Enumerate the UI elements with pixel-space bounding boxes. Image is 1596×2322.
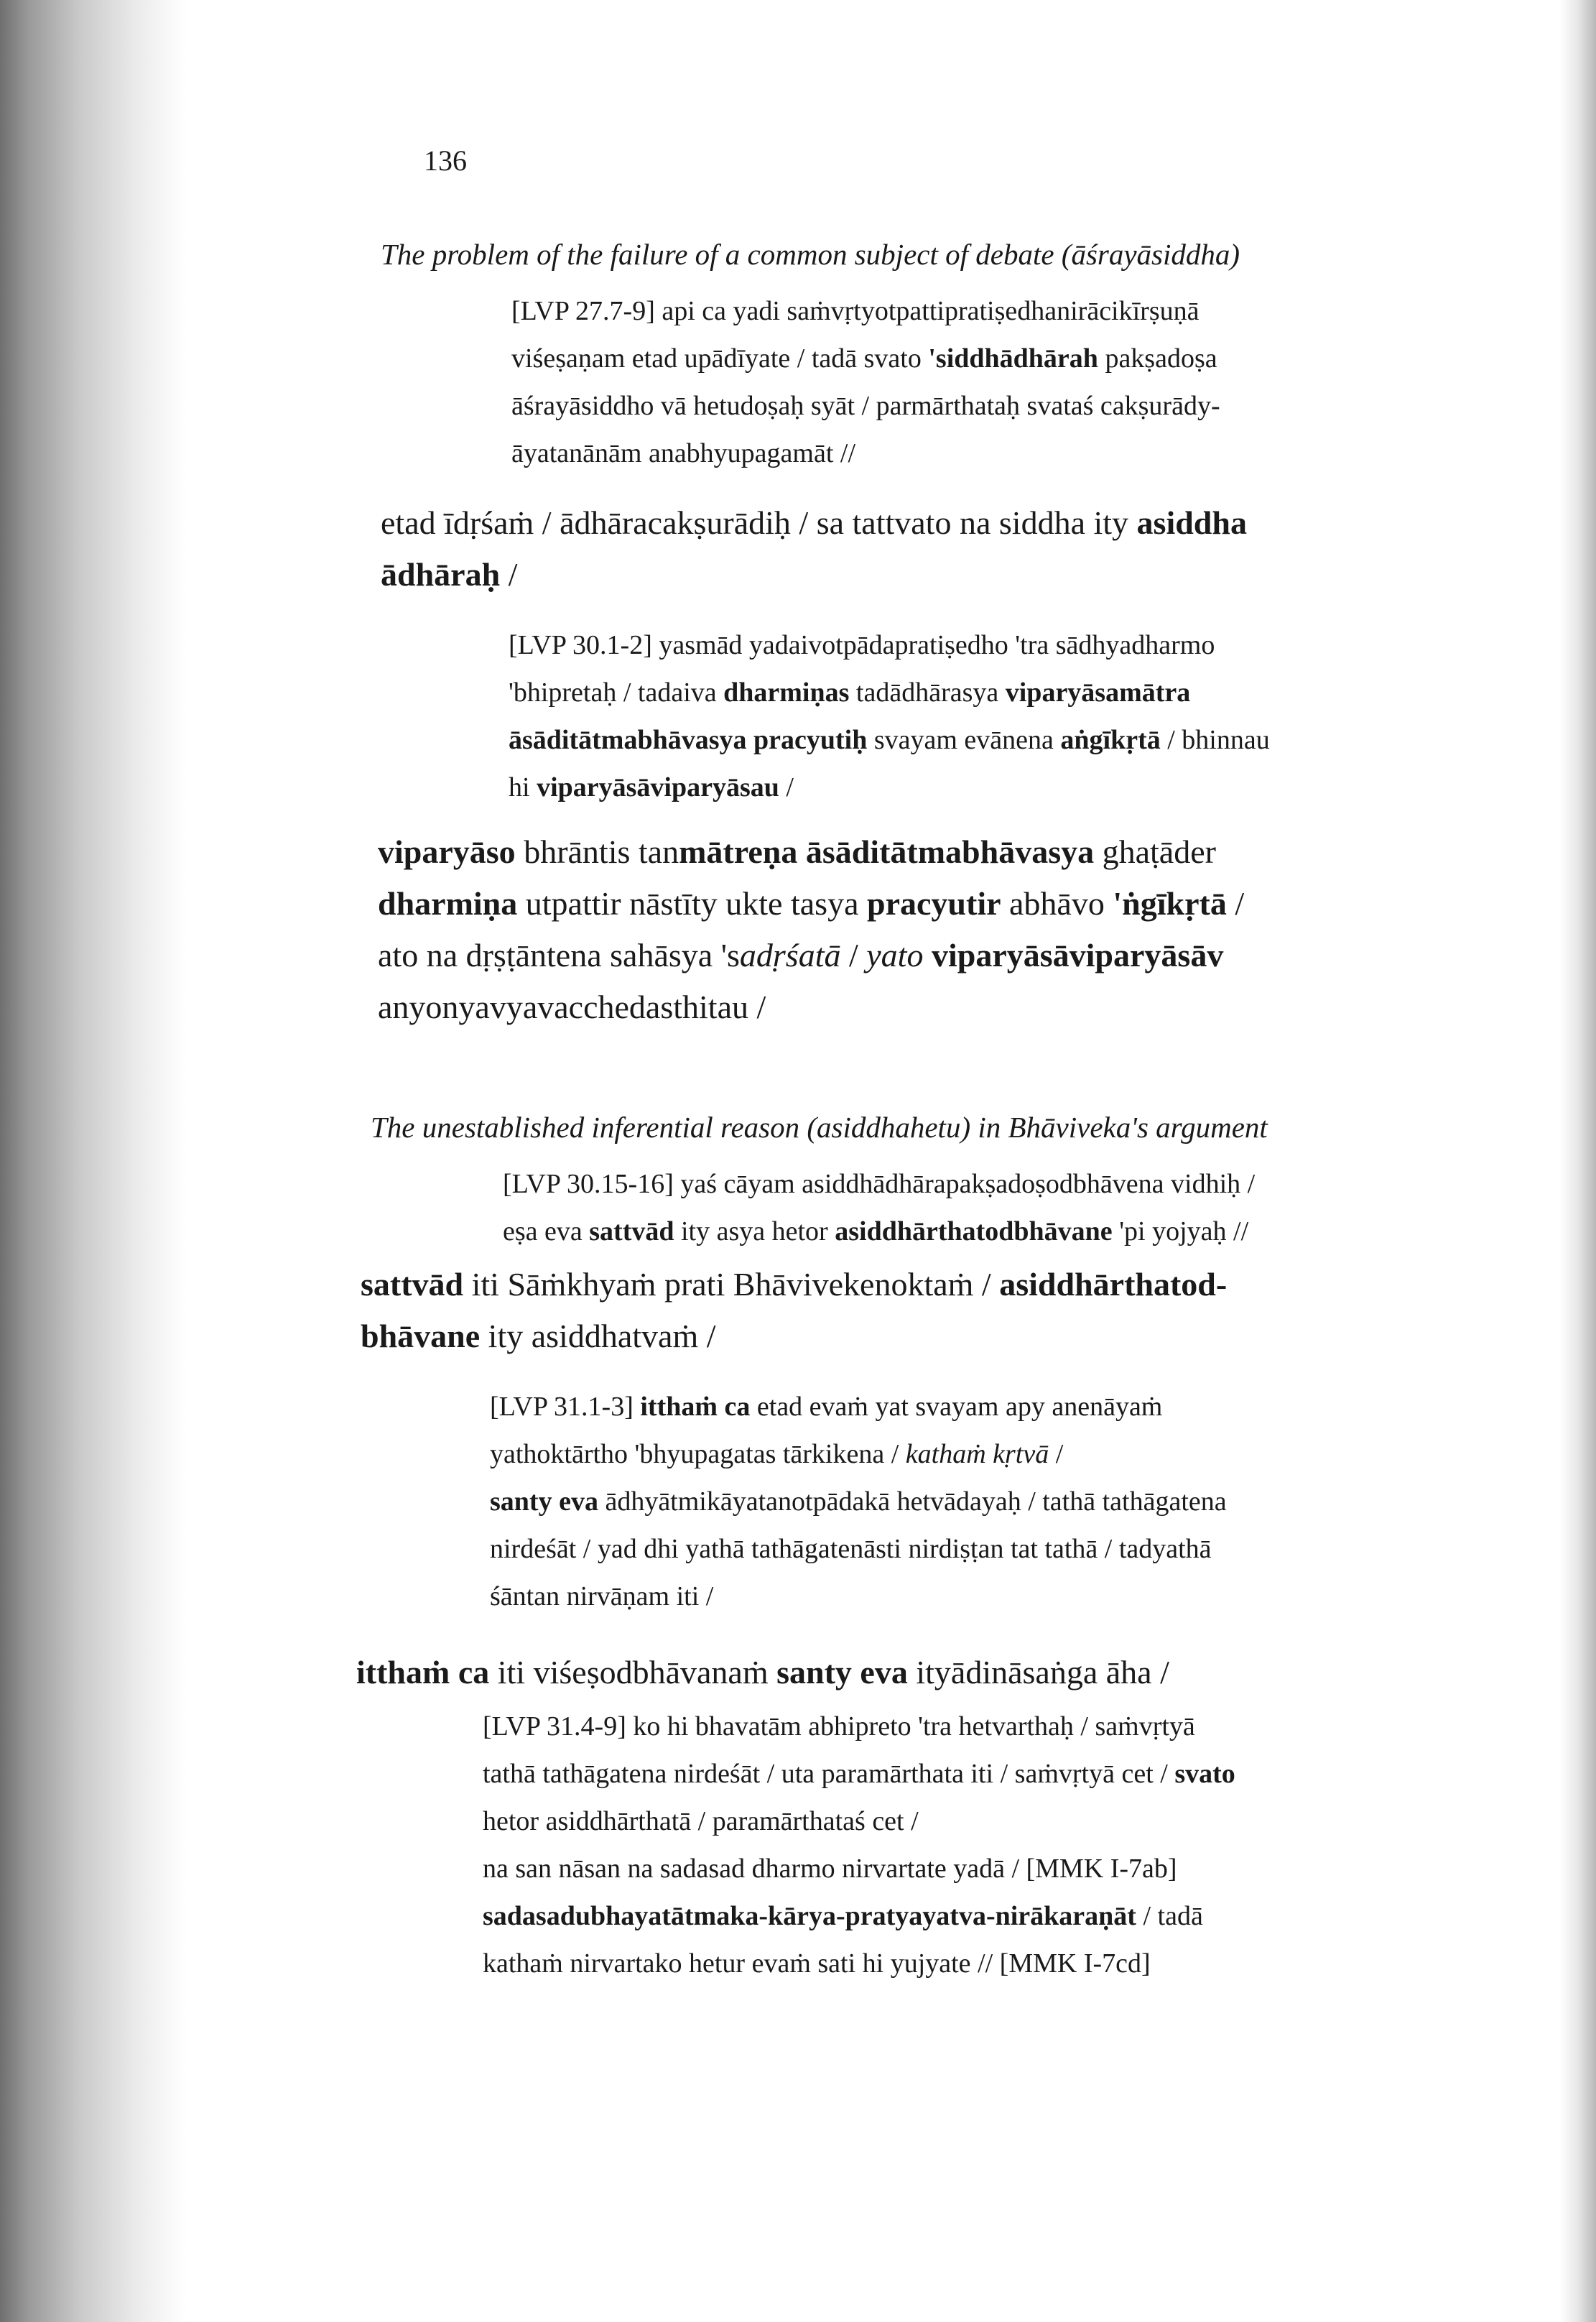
text-line bbox=[356, 1647, 1169, 1698]
text-segment bbox=[923, 937, 932, 973]
text-segment: āśrayāsiddho vā hetudoṣaḥ syāt / parmārthataḥ svataś cakṣurādy- bbox=[511, 391, 1220, 421]
text-segment: kathaṁ nirvartako hetur evaṁ sati hi yujyate // [MMK I-7cd] bbox=[483, 1948, 1151, 1979]
commentary-block bbox=[381, 497, 1247, 601]
text-segment: abhāvo bbox=[1001, 885, 1113, 922]
text-line bbox=[490, 1573, 1227, 1620]
text-line bbox=[511, 382, 1220, 430]
text-line bbox=[490, 1525, 1227, 1573]
text-line bbox=[483, 1703, 1235, 1750]
text-segment: tathā tathāgatena nirdeśāt / uta paramārthata iti / saṁvṛtyā cet / bbox=[483, 1759, 1175, 1789]
text-segment: pakṣadoṣa bbox=[1098, 343, 1217, 374]
text-segment: [LVP 30.15-16] yaś cāyam asiddhādhārapakṣadoṣodbhāvena vidhiḥ / bbox=[503, 1169, 1256, 1199]
text-segment: tadādhārasya bbox=[849, 677, 1006, 708]
text-line bbox=[381, 549, 1247, 601]
text-segment: viparyāsamātra bbox=[1005, 677, 1191, 708]
text-line bbox=[511, 335, 1220, 382]
text-segment: ityādināsaṅga āha / bbox=[907, 1654, 1169, 1690]
text-segment: / bbox=[1226, 885, 1245, 922]
text-line bbox=[361, 1259, 1227, 1310]
text-segment: / bbox=[779, 772, 794, 802]
text-segment: ghaṭāder bbox=[1094, 833, 1216, 870]
text-segment: nirdeśāt / yad dhi yathā tathāgatenāsti nirdiṣṭan tat tathā / tadyathā bbox=[490, 1534, 1212, 1564]
quote-block bbox=[511, 287, 1220, 477]
text-segment: anyonyavyavacchedasthitau / bbox=[378, 989, 766, 1025]
text-line bbox=[361, 1310, 1227, 1362]
text-line bbox=[378, 878, 1244, 930]
text-segment: 'bhipretaḥ / tadaiva bbox=[509, 677, 724, 708]
text-segment: sadasadubhayatātmaka-kārya-pratyayatva-nirākaraṇāt bbox=[483, 1901, 1136, 1931]
text-segment: dharmiṇa bbox=[378, 885, 518, 922]
text-segment: svato bbox=[1174, 1759, 1235, 1789]
text-segment: ādhyātmikāyatanotpādakā hetvādayaḥ / tathā tathāgatena bbox=[598, 1486, 1227, 1517]
text-segment: asiddha bbox=[1136, 504, 1247, 541]
text-segment: viśeṣaṇam etad upādīyate / tadā svato bbox=[511, 343, 929, 374]
text-line bbox=[483, 1798, 1235, 1845]
text-segment: sattvād bbox=[589, 1216, 674, 1246]
text-line bbox=[490, 1430, 1227, 1478]
section-heading: The problem of the failure of a common subject of debate (āśrayāsiddha) bbox=[381, 238, 1240, 271]
text-segment: dharmiṇas bbox=[723, 677, 850, 708]
scan-shadow-left bbox=[0, 0, 187, 2322]
text-line bbox=[503, 1208, 1255, 1255]
quote-block bbox=[483, 1703, 1235, 1987]
text-segment: viparyāso bbox=[378, 833, 516, 870]
text-segment: ity asiddhatvaṁ / bbox=[480, 1318, 716, 1354]
text-segment: [LVP 31.1-3] bbox=[490, 1392, 641, 1422]
text-segment: pracyutir bbox=[867, 885, 1001, 922]
text-segment: / bbox=[500, 556, 518, 593]
text-segment: svayam evānena bbox=[867, 725, 1061, 755]
scan-shadow-right bbox=[1560, 0, 1596, 2322]
text-segment: mātreṇa āsāditātmabhāvasya bbox=[679, 833, 1095, 870]
text-segment: asiddhārthatodbhāvane bbox=[835, 1216, 1113, 1246]
text-segment: hetor asiddhārthatā / paramārthataś cet / bbox=[483, 1806, 919, 1836]
text-segment: śāntan nirvāṇam iti / bbox=[490, 1581, 714, 1611]
quote-block bbox=[490, 1383, 1227, 1620]
text-line bbox=[483, 1750, 1235, 1798]
text-segment: kathaṁ kṛtvā bbox=[905, 1439, 1049, 1469]
text-segment: eṣa eva bbox=[503, 1216, 590, 1246]
quote-block bbox=[503, 1160, 1255, 1255]
text-segment: etad evaṁ yat svayam apy anenāyaṁ bbox=[750, 1392, 1163, 1422]
text-line bbox=[509, 621, 1270, 669]
text-segment: ato na dṛṣṭāntena sahāsya 's bbox=[378, 937, 740, 973]
text-segment bbox=[450, 1654, 458, 1690]
text-segment: 'siddhādhārah bbox=[928, 343, 1098, 374]
text-segment: ity asya hetor bbox=[674, 1216, 835, 1246]
text-segment: iti viśeṣodbhāvanaṁ bbox=[489, 1654, 777, 1690]
text-line bbox=[503, 1160, 1255, 1208]
text-line bbox=[381, 497, 1247, 549]
text-segment: yato bbox=[866, 937, 924, 973]
text-segment: viparyāsāviparyāsāv bbox=[931, 937, 1224, 973]
text-segment: [LVP 27.7-9] api ca yadi saṁvṛtyotpattipratiṣedhanirācikīrṣuṇā bbox=[511, 296, 1200, 326]
text-segment: etad īdṛśaṁ / ādhāracakṣurādiḥ / sa tattvato na siddha ity bbox=[381, 504, 1137, 541]
text-segment: bhrāntis tan bbox=[515, 833, 679, 870]
text-line bbox=[378, 826, 1244, 878]
text-line bbox=[483, 1940, 1235, 1987]
text-line bbox=[511, 430, 1220, 477]
commentary-block bbox=[356, 1647, 1169, 1698]
text-line bbox=[490, 1478, 1227, 1525]
commentary-block bbox=[361, 1259, 1227, 1362]
commentary-block bbox=[378, 826, 1244, 1033]
text-segment: / bbox=[1049, 1439, 1064, 1469]
text-segment: / bbox=[840, 937, 867, 973]
text-line bbox=[378, 981, 1244, 1033]
text-segment: iti Sāṁkhyaṁ prati Bhāvivekenoktaṁ / bbox=[463, 1266, 1000, 1303]
text-line bbox=[378, 930, 1244, 981]
page-number: 136 bbox=[424, 144, 467, 177]
text-line bbox=[490, 1383, 1227, 1430]
text-line bbox=[511, 287, 1220, 335]
text-segment: itthaṁ bbox=[356, 1654, 450, 1690]
text-segment: yathoktārtho 'bhyupagatas tārkikena / bbox=[490, 1439, 906, 1469]
text-segment: bhāvane bbox=[361, 1318, 481, 1354]
text-segment: [LVP 30.1-2] yasmād yadaivotpādapratiṣedho 'tra sādhyadharmo bbox=[509, 630, 1215, 660]
text-line bbox=[509, 669, 1270, 716]
text-line bbox=[483, 1845, 1235, 1892]
text-segment: sattvād bbox=[361, 1266, 464, 1303]
text-segment: / tadā bbox=[1136, 1901, 1203, 1931]
text-segment: santy eva bbox=[776, 1654, 908, 1690]
text-line bbox=[509, 716, 1270, 764]
text-segment: ca bbox=[458, 1654, 490, 1690]
text-segment: hi bbox=[509, 772, 537, 802]
text-line bbox=[483, 1892, 1235, 1940]
text-segment: adṛśatā bbox=[739, 937, 841, 973]
text-segment: itthaṁ ca bbox=[640, 1392, 751, 1422]
text-line bbox=[509, 764, 1270, 811]
text-segment: aṅgīkṛtā bbox=[1060, 725, 1161, 755]
quote-block bbox=[509, 621, 1270, 811]
text-segment: na san nāsan na sadasad dharmo nirvartate yadā / [MMK I-7ab] bbox=[483, 1854, 1177, 1884]
text-segment: ādhāraḥ bbox=[381, 556, 501, 593]
text-segment: āsāditātmabhāvasya pracyutiḥ bbox=[509, 725, 868, 755]
text-segment: [LVP 31.4-9] ko hi bhavatām abhipreto 'tra hetvarthaḥ / saṁvṛtyā bbox=[483, 1711, 1195, 1742]
text-segment: santy eva bbox=[490, 1486, 598, 1517]
text-segment: viparyāsāviparyāsau bbox=[537, 772, 779, 802]
text-segment: āyatanānām anabhyupagamāt // bbox=[511, 438, 856, 468]
text-segment: / bhinnau bbox=[1160, 725, 1270, 755]
text-segment: asiddhārthatod- bbox=[999, 1266, 1228, 1303]
text-segment: utpattir nāstīty ukte tasya bbox=[517, 885, 867, 922]
text-segment: 'pi yojyaḥ // bbox=[1112, 1216, 1249, 1246]
section-heading: The unestablished inferential reason (asiddhahetu) in Bhāviveka's argument bbox=[371, 1111, 1268, 1144]
text-segment: 'ṅgīkṛtā bbox=[1113, 885, 1227, 922]
